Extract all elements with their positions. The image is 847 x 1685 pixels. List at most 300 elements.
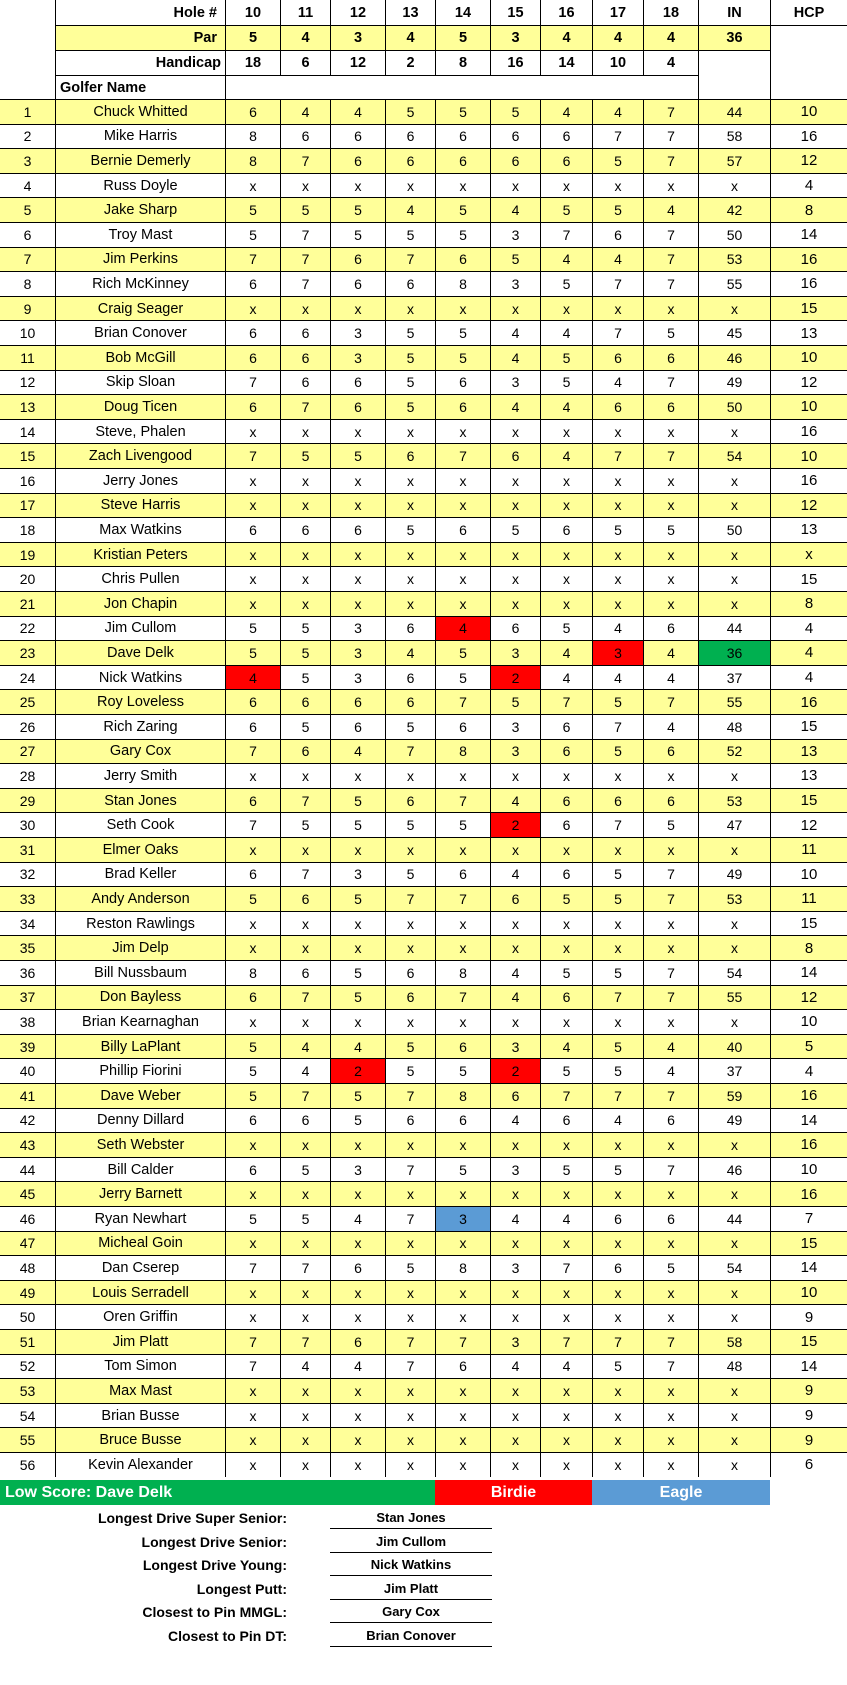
score-cell: 6	[280, 960, 330, 985]
row-number: 52	[0, 1354, 55, 1379]
golfer-name: Brian Busse	[55, 1403, 225, 1428]
handicap-value: 16	[770, 468, 847, 493]
score-cell: 5	[280, 812, 330, 837]
score-cell: x	[225, 935, 280, 960]
score-cell: x	[330, 419, 385, 444]
score-cell: x	[540, 911, 592, 936]
par-value: 4	[592, 25, 643, 50]
golfer-name: Zach Livengood	[55, 443, 225, 468]
row-number: 46	[0, 1206, 55, 1231]
handicap-value: 12	[770, 985, 847, 1010]
score-cell: 6	[280, 689, 330, 714]
score-cell: 4	[540, 99, 592, 124]
score-cell: x	[330, 1181, 385, 1206]
score-cell: 5	[643, 517, 698, 542]
eagle-legend	[592, 1480, 770, 1505]
in-total: 44	[698, 616, 770, 641]
score-cell: x	[435, 1280, 490, 1305]
row-number: 3	[0, 148, 55, 173]
score-cell: 5	[540, 271, 592, 296]
in-total: 50	[698, 222, 770, 247]
hcp-header-blank	[770, 25, 847, 100]
score-cell: 5	[435, 640, 490, 665]
score-cell: x	[280, 1378, 330, 1403]
award-label: Closest to Pin DT:	[167, 1627, 287, 1644]
score-cell: x	[280, 1132, 330, 1157]
par-value: 3	[490, 25, 540, 50]
score-cell: 4	[592, 99, 643, 124]
score-cell: 5	[225, 222, 280, 247]
golfer-name: Bruce Busse	[55, 1427, 225, 1452]
score-cell: x	[540, 1280, 592, 1305]
score-cell: x	[330, 566, 385, 591]
score-cell: x	[540, 591, 592, 616]
score-cell: x	[225, 1452, 280, 1477]
score-cell: x	[280, 1427, 330, 1452]
score-cell: 5	[592, 148, 643, 173]
score-cell: 4	[643, 714, 698, 739]
score-cell: 6	[540, 517, 592, 542]
golfer-name: Jerry Barnett	[55, 1181, 225, 1206]
score-cell: 6	[643, 394, 698, 419]
golfer-name: Steve Harris	[55, 493, 225, 518]
row-number: 32	[0, 862, 55, 887]
score-cell: 6	[385, 665, 435, 690]
score-cell: 4	[330, 739, 385, 764]
in-total: x	[698, 1132, 770, 1157]
row-number: 51	[0, 1329, 55, 1354]
score-cell: 6	[643, 1206, 698, 1231]
score-cell: x	[490, 1132, 540, 1157]
golfer-name: Micheal Goin	[55, 1231, 225, 1256]
score-cell: 7	[643, 271, 698, 296]
score-cell: x	[280, 1304, 330, 1329]
in-total: x	[698, 468, 770, 493]
score-cell: x	[540, 419, 592, 444]
score-cell: 7	[540, 222, 592, 247]
score-cell: 5	[592, 1034, 643, 1059]
in-total: x	[698, 911, 770, 936]
score-cell: x	[280, 296, 330, 321]
score-cell: 5	[435, 1058, 490, 1083]
score-cell: x	[385, 1280, 435, 1305]
row-number: 30	[0, 812, 55, 837]
golfer-name: Kristian Peters	[55, 542, 225, 567]
award-winner: Brian Conover	[330, 1625, 492, 1647]
score-cell: 6	[435, 247, 490, 272]
score-cell: x	[592, 1132, 643, 1157]
score-cell: 3	[490, 370, 540, 395]
score-cell: 5	[643, 320, 698, 345]
row-number: 11	[0, 345, 55, 370]
score-cell: 5	[225, 197, 280, 222]
score-cell: x	[225, 1280, 280, 1305]
hole-number: 17	[592, 0, 643, 25]
row-number: 2	[0, 124, 55, 149]
score-cell: x	[540, 1452, 592, 1477]
golfer-name: Bill Calder	[55, 1157, 225, 1182]
golfer-name: Phillip Fiorini	[55, 1058, 225, 1083]
score-cell: 5	[225, 1034, 280, 1059]
score-cell: 6	[540, 985, 592, 1010]
score-cell: 4	[490, 320, 540, 345]
in-total: 55	[698, 985, 770, 1010]
golfer-name: Andy Anderson	[55, 886, 225, 911]
score-cell: x	[643, 419, 698, 444]
score-cell: x	[435, 1304, 490, 1329]
handicap-value: 16	[770, 689, 847, 714]
row-number: 35	[0, 935, 55, 960]
score-cell: 6	[330, 714, 385, 739]
score-cell: x	[280, 1280, 330, 1305]
score-cell: 7	[435, 886, 490, 911]
score-cell: 5	[643, 812, 698, 837]
score-cell: x	[490, 173, 540, 198]
score-cell: 6	[435, 517, 490, 542]
row-number: 36	[0, 960, 55, 985]
score-cell: x	[643, 1427, 698, 1452]
score-cell: x	[225, 296, 280, 321]
holes-blank-row	[225, 75, 698, 99]
score-cell: x	[540, 1132, 592, 1157]
score-cell: 6	[490, 148, 540, 173]
score-cell: 6	[225, 517, 280, 542]
hole-handicap: 6	[280, 50, 330, 75]
score-cell: 4	[540, 1034, 592, 1059]
score-cell: x	[435, 911, 490, 936]
score-cell: 7	[280, 1255, 330, 1280]
score-cell: x	[330, 1403, 385, 1428]
score-cell: x	[225, 591, 280, 616]
row-number: 27	[0, 739, 55, 764]
score-cell: 5	[435, 222, 490, 247]
golfer-name: Brian Conover	[55, 320, 225, 345]
golfer-name: Dan Cserep	[55, 1255, 225, 1280]
handicap-value: 12	[770, 493, 847, 518]
score-cell: x	[385, 1231, 435, 1256]
row-number: 4	[0, 173, 55, 198]
score-cell: x	[592, 935, 643, 960]
score-cell: 3	[330, 320, 385, 345]
score-cell: x	[435, 591, 490, 616]
handicap-value: 8	[770, 935, 847, 960]
handicap-value: 16	[770, 247, 847, 272]
score-cell: x	[435, 1231, 490, 1256]
score-cell: x	[643, 1452, 698, 1477]
score-cell: 6	[280, 124, 330, 149]
score-cell: x	[225, 1403, 280, 1428]
score-cell: x	[592, 1452, 643, 1477]
score-cell: x	[280, 173, 330, 198]
score-cell: 5	[435, 665, 490, 690]
row-number: 38	[0, 1009, 55, 1034]
in-total: x	[698, 591, 770, 616]
score-cell: 5	[490, 517, 540, 542]
handicap-value: 6	[770, 1452, 847, 1477]
score-cell: 4	[592, 247, 643, 272]
score-cell: x	[490, 911, 540, 936]
score-cell: 6	[330, 394, 385, 419]
score-cell: 8	[225, 124, 280, 149]
score-cell: 5	[385, 517, 435, 542]
score-cell: x	[592, 493, 643, 518]
score-cell: 7	[435, 788, 490, 813]
score-cell: 7	[385, 886, 435, 911]
score-cell: x	[330, 296, 385, 321]
score-cell: 5	[435, 345, 490, 370]
score-cell: 6	[225, 788, 280, 813]
score-cell: x	[490, 1378, 540, 1403]
score-cell: 5	[280, 616, 330, 641]
score-cell: 5	[540, 886, 592, 911]
score-cell: 6	[385, 124, 435, 149]
in-total: 36	[698, 640, 770, 665]
score-cell: x	[490, 935, 540, 960]
score-cell: x	[330, 763, 385, 788]
score-cell: 6	[490, 886, 540, 911]
golfer-name: Roy Loveless	[55, 689, 225, 714]
score-cell: x	[330, 1452, 385, 1477]
score-cell: 7	[435, 1329, 490, 1354]
score-cell: x	[385, 173, 435, 198]
score-cell: x	[490, 1403, 540, 1428]
handicap-value: 15	[770, 788, 847, 813]
score-cell: 5	[592, 739, 643, 764]
score-cell: x	[435, 1181, 490, 1206]
in-total: 48	[698, 714, 770, 739]
handicap-value: 16	[770, 1181, 847, 1206]
score-cell: 4	[540, 1354, 592, 1379]
score-cell: x	[225, 566, 280, 591]
score-cell: 6	[385, 788, 435, 813]
score-cell: x	[330, 1378, 385, 1403]
score-cell: 4	[540, 640, 592, 665]
score-cell: 4	[643, 640, 698, 665]
score-cell: 7	[280, 394, 330, 419]
score-cell: x	[280, 1231, 330, 1256]
score-cell: x	[225, 493, 280, 518]
score-cell: x	[490, 493, 540, 518]
handicap-value: 14	[770, 1255, 847, 1280]
golfer-name-label: Golfer Name	[55, 75, 225, 99]
score-cell: 5	[280, 714, 330, 739]
score-cell: x	[490, 1452, 540, 1477]
score-cell: 4	[540, 443, 592, 468]
score-cell: 4	[643, 665, 698, 690]
row-number: 9	[0, 296, 55, 321]
in-total: 53	[698, 886, 770, 911]
handicap-value: 14	[770, 222, 847, 247]
golfer-name: Jim Platt	[55, 1329, 225, 1354]
in-total: 44	[698, 99, 770, 124]
golfer-name: Stan Jones	[55, 788, 225, 813]
golfer-name: Seth Cook	[55, 812, 225, 837]
score-cell: 7	[540, 1329, 592, 1354]
score-cell: 6	[280, 739, 330, 764]
row-number: 23	[0, 640, 55, 665]
row-number: 31	[0, 837, 55, 862]
score-cell: x	[435, 468, 490, 493]
score-cell: 5	[330, 960, 385, 985]
award-label: Longest Drive Young:	[142, 1557, 287, 1573]
in-total: 57	[698, 148, 770, 173]
score-cell: 5	[435, 812, 490, 837]
score-cell: 7	[280, 1329, 330, 1354]
score-cell: 7	[385, 1083, 435, 1108]
score-cell: 7	[643, 222, 698, 247]
low-score-text: Low Score: Dave Delk	[5, 1483, 173, 1501]
award-label: Longest Drive Senior:	[141, 1533, 287, 1550]
score-cell: 7	[643, 247, 698, 272]
score-cell: 6	[330, 517, 385, 542]
score-cell: x	[643, 1231, 698, 1256]
score-cell: 5	[385, 1255, 435, 1280]
in-total: 50	[698, 517, 770, 542]
score-cell: 7	[225, 1329, 280, 1354]
score-cell: 7	[280, 222, 330, 247]
score-cell: 3	[330, 862, 385, 887]
score-cell: 7	[280, 1083, 330, 1108]
score-cell: 6	[490, 443, 540, 468]
score-cell: 5	[592, 960, 643, 985]
score-cell: 6	[435, 1034, 490, 1059]
score-cell: 5	[592, 886, 643, 911]
in-total: x	[698, 1231, 770, 1256]
score-cell: x	[643, 591, 698, 616]
score-cell: 4	[490, 862, 540, 887]
handicap-value: 13	[770, 739, 847, 764]
in-total: 37	[698, 1058, 770, 1083]
score-cell: 4	[435, 616, 490, 641]
par-in-total: 36	[698, 25, 770, 50]
in-total: 55	[698, 271, 770, 296]
score-cell: 8	[435, 960, 490, 985]
score-cell: 6	[225, 862, 280, 887]
score-cell: x	[330, 173, 385, 198]
handicap-value: 16	[770, 1132, 847, 1157]
score-cell: 5	[225, 616, 280, 641]
award-label: Closest to Pin MMGL:	[142, 1604, 287, 1620]
handicap-value: 12	[770, 370, 847, 395]
in-total: x	[698, 1181, 770, 1206]
score-cell: x	[330, 911, 385, 936]
golfer-name: Oren Griffin	[55, 1304, 225, 1329]
score-cell: x	[490, 296, 540, 321]
score-cell: x	[280, 837, 330, 862]
score-cell: x	[385, 1132, 435, 1157]
score-cell: 4	[540, 665, 592, 690]
score-cell: 7	[643, 862, 698, 887]
score-cell: x	[592, 468, 643, 493]
score-cell: x	[225, 1009, 280, 1034]
row-number: 55	[0, 1427, 55, 1452]
golfer-name: Troy Mast	[55, 222, 225, 247]
score-cell: 7	[225, 443, 280, 468]
score-cell: 7	[225, 370, 280, 395]
hcp-label: HCP	[770, 0, 847, 25]
score-cell: 7	[643, 124, 698, 149]
score-cell: 4	[643, 197, 698, 222]
score-cell: 6	[540, 862, 592, 887]
golfer-name: Steve, Phalen	[55, 419, 225, 444]
handicap-value: 8	[770, 591, 847, 616]
score-cell: 7	[643, 148, 698, 173]
row-number: 49	[0, 1280, 55, 1305]
score-cell: 4	[330, 1034, 385, 1059]
score-cell: x	[280, 1181, 330, 1206]
score-cell: x	[540, 935, 592, 960]
score-cell: 5	[225, 1206, 280, 1231]
score-cell: x	[643, 1132, 698, 1157]
score-cell: x	[490, 1280, 540, 1305]
handicap-value: 10	[770, 443, 847, 468]
score-cell: x	[592, 173, 643, 198]
score-cell: 8	[225, 960, 280, 985]
score-cell: 5	[592, 1058, 643, 1083]
score-cell: 5	[330, 886, 385, 911]
handicap-value: x	[770, 542, 847, 567]
row-number: 44	[0, 1157, 55, 1182]
score-cell: x	[592, 1304, 643, 1329]
golfer-name: Jim Perkins	[55, 247, 225, 272]
handicap-value: 15	[770, 911, 847, 936]
score-cell: x	[490, 1009, 540, 1034]
row-number: 45	[0, 1181, 55, 1206]
score-cell: x	[330, 1427, 385, 1452]
score-cell: 7	[643, 960, 698, 985]
row-number: 40	[0, 1058, 55, 1083]
birdie-text: Birdie	[490, 1483, 537, 1501]
row-number: 24	[0, 665, 55, 690]
score-cell: 6	[385, 1108, 435, 1133]
golfer-name: Nick Watkins	[55, 665, 225, 690]
golfer-name: Russ Doyle	[55, 173, 225, 198]
score-cell: 6	[385, 960, 435, 985]
score-cell: x	[643, 1403, 698, 1428]
score-cell: 5	[592, 689, 643, 714]
score-cell: 7	[592, 271, 643, 296]
handicap-in-blank	[698, 50, 770, 99]
score-cell: x	[385, 837, 435, 862]
score-cell: x	[643, 542, 698, 567]
score-cell: x	[435, 935, 490, 960]
score-cell: 5	[385, 812, 435, 837]
score-cell: 8	[435, 1255, 490, 1280]
in-total: 47	[698, 812, 770, 837]
golfer-name: Elmer Oaks	[55, 837, 225, 862]
par-value: 4	[540, 25, 592, 50]
score-cell: 7	[643, 886, 698, 911]
row-number: 39	[0, 1034, 55, 1059]
score-cell: x	[225, 1231, 280, 1256]
score-cell: 7	[592, 812, 643, 837]
score-cell: x	[225, 173, 280, 198]
score-cell: 3	[490, 1034, 540, 1059]
golfer-name: Billy LaPlant	[55, 1034, 225, 1059]
score-cell: 7	[280, 985, 330, 1010]
handicap-value: 11	[770, 837, 847, 862]
score-cell: 6	[540, 788, 592, 813]
score-cell: x	[330, 468, 385, 493]
score-cell: x	[280, 566, 330, 591]
score-cell: x	[592, 566, 643, 591]
row-number: 14	[0, 419, 55, 444]
score-cell: 6	[225, 99, 280, 124]
score-cell: 8	[225, 148, 280, 173]
score-cell: 2	[330, 1058, 385, 1083]
par-value: 4	[643, 25, 698, 50]
in-total: 54	[698, 960, 770, 985]
